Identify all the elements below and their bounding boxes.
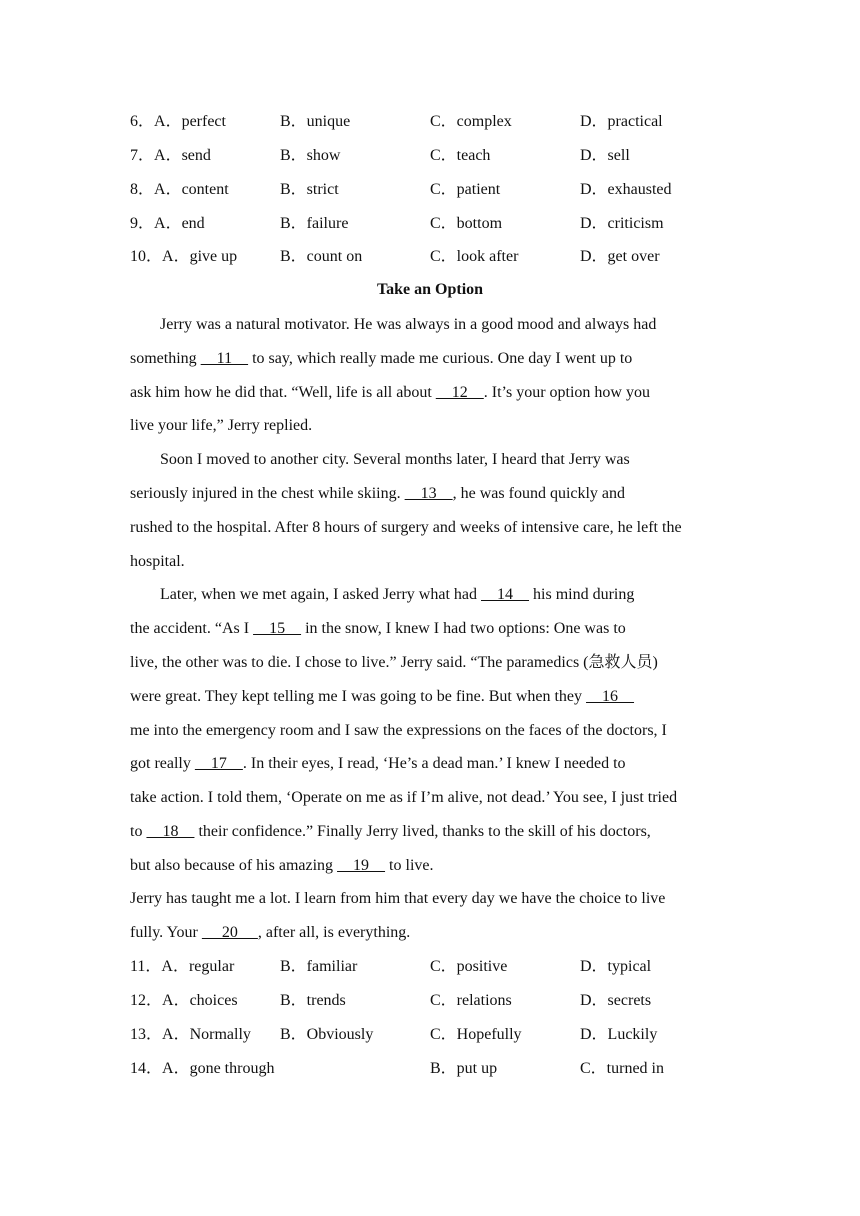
passage-title: Take an Option: [376, 281, 484, 298]
blank-19: 19: [337, 857, 386, 874]
blank-11: 11: [200, 350, 249, 367]
passage-line: but also because of his amazing 19 to live.: [130, 857, 434, 874]
question-7-b: B．show: [280, 147, 341, 164]
passage-line: something 11 to say, which really made me curious. One day I went up to: [130, 350, 633, 367]
question-11-a: 11．A．regular: [130, 958, 235, 975]
question-8-c: C．patient: [430, 181, 501, 198]
question-13-a: 13．A．Normally: [130, 1026, 251, 1043]
passage-line: take action. I told them, ‘Operate on me as if I’m alive, not dead.’ You see, I just tried: [130, 789, 678, 806]
question-11-d: D．typical: [580, 958, 652, 975]
question-9-b: B．failure: [280, 215, 349, 232]
question-6-b: B．unique: [280, 113, 351, 130]
question-12-b: B．trends: [280, 992, 346, 1009]
question-10-d: D．get over: [580, 248, 660, 265]
question-6-d: D．practical: [580, 113, 663, 130]
question-6-c: C．complex: [430, 113, 512, 130]
question-11-b: B．familiar: [280, 958, 358, 975]
question-7-c: C．teach: [430, 147, 491, 164]
passage-line: Jerry was a natural motivator. He was always in a good mood and always had: [160, 316, 657, 333]
question-9-d: D．criticism: [580, 215, 664, 232]
question-10-c: C．look after: [430, 248, 519, 265]
question-8-b: B．strict: [280, 181, 339, 198]
question-10-b: B．count on: [280, 248, 363, 265]
blank-12: 12: [435, 384, 484, 401]
passage-line: got really 17 . In their eyes, I read, ‘He’s a dead man.’ I knew I needed to: [130, 755, 626, 772]
question-8-d: D．exhausted: [580, 181, 672, 198]
question-10-a: 10．A．give up: [130, 248, 238, 265]
question-6-a: 6．A．perfect: [130, 113, 226, 130]
blank-16: 16: [586, 688, 635, 705]
blank-15: 15: [253, 620, 302, 637]
passage-line: Later, when we met again, I asked Jerry what had 14 his mind during: [160, 586, 635, 603]
passage-line: the accident. “As I 15 in the snow, I knew I had two options: One was to: [130, 620, 626, 637]
passage-line: me into the emergency room and I saw the expressions on the faces of the doctors, I: [130, 722, 667, 739]
question-11-c: C．positive: [430, 958, 508, 975]
passage-line: hospital.: [130, 553, 185, 570]
passage-line: live, the other was to die. I chose to live.” Jerry said. “The paramedics (急救人员): [130, 654, 658, 671]
passage-line: Soon I moved to another city. Several months later, I heard that Jerry was: [160, 451, 630, 468]
question-9-a: 9．A．end: [130, 215, 205, 232]
passage-line: live your life,” Jerry replied.: [130, 417, 313, 434]
blank-17: 17: [194, 755, 243, 772]
question-9-c: C．bottom: [430, 215, 503, 232]
question-12-a: 12．A．choices: [130, 992, 238, 1009]
passage-line: were great. They kept telling me I was going to be fine. But when they 16: [130, 688, 635, 705]
blank-13: 13: [404, 485, 453, 502]
blank-18: 18: [146, 823, 195, 840]
question-13-b: B．Obviously: [280, 1026, 374, 1043]
question-13-c: C．Hopefully: [430, 1026, 522, 1043]
passage-line: ask him how he did that. “Well, life is all about 12 . It’s your option how you: [130, 384, 650, 401]
passage-line: Jerry has taught me a lot. I learn from him that every day we have the choice to live: [130, 890, 666, 907]
passage-line: fully. Your 20 , after all, is everything.: [130, 924, 411, 941]
question-7-a: 7．A．send: [130, 147, 211, 164]
question-13-d: D．Luckily: [580, 1026, 658, 1043]
passage-line: to 18 their confidence.” Finally Jerry lived, thanks to the skill of his doctors,: [130, 823, 651, 840]
question-12-c: C．relations: [430, 992, 512, 1009]
question-7-d: D．sell: [580, 147, 630, 164]
question-14-c: C．turned in: [580, 1060, 664, 1077]
question-12-d: D．secrets: [580, 992, 652, 1009]
passage-line: rushed to the hospital. After 8 hours of surgery and weeks of intensive care, he left the: [130, 519, 682, 536]
blank-20: 20: [201, 924, 258, 941]
question-14-a: 14．A．gone through: [130, 1060, 275, 1077]
blank-14: 14: [481, 586, 530, 603]
question-8-a: 8．A．content: [130, 181, 229, 198]
question-14-b: B．put up: [430, 1060, 498, 1077]
passage-line: seriously injured in the chest while skiing. 13 , he was found quickly and: [130, 485, 626, 502]
